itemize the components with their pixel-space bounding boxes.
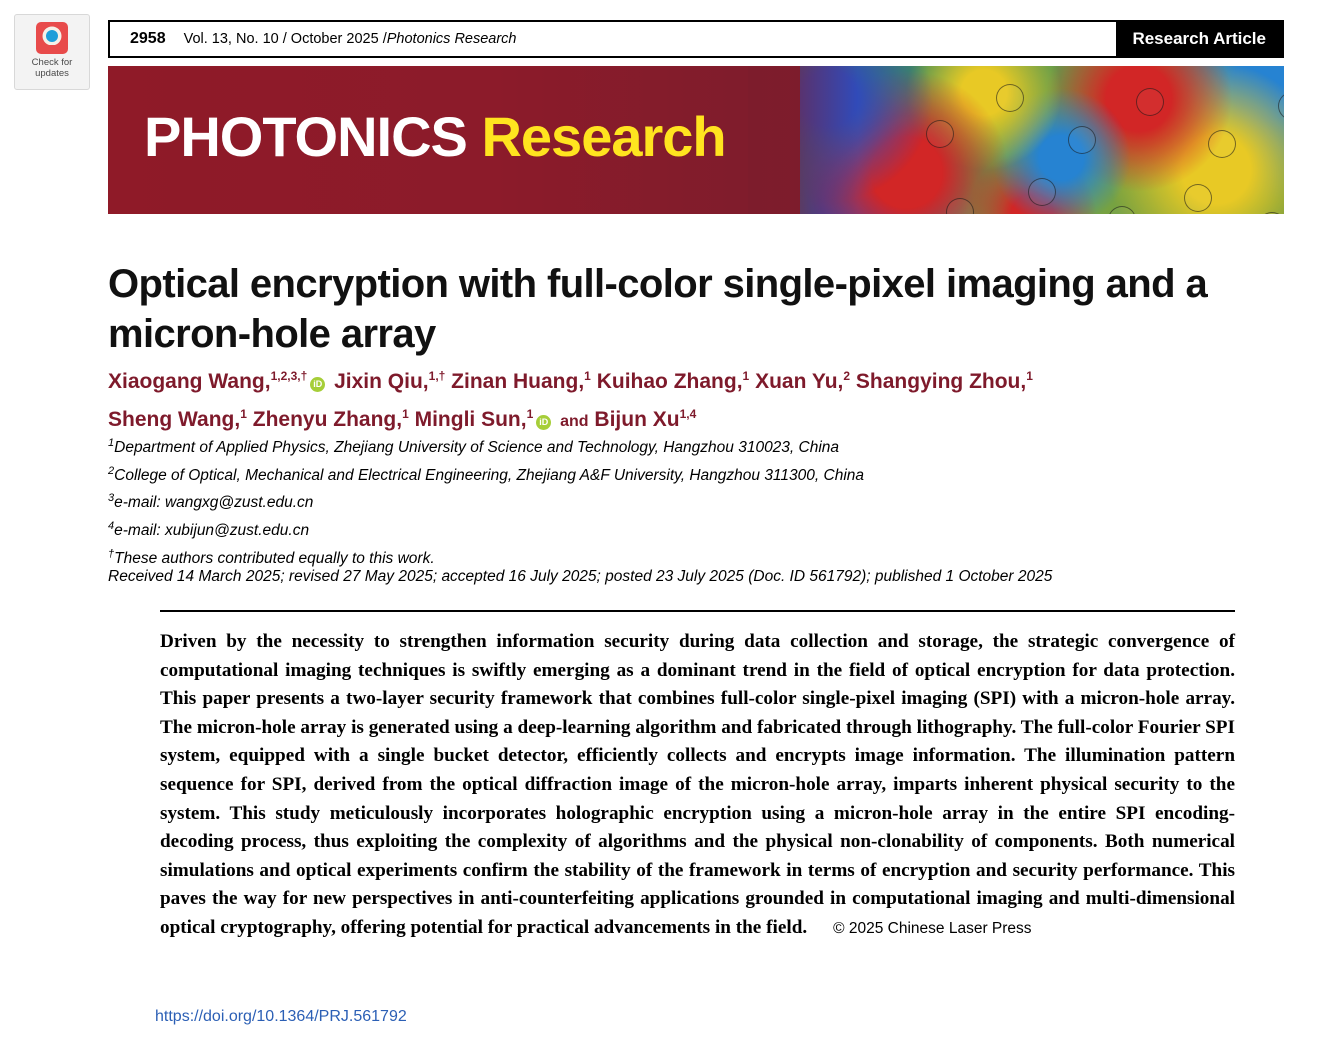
author-affil-marker: 1 xyxy=(742,369,750,383)
author-affil-marker: 1 xyxy=(240,407,247,421)
author-affil-marker: 1 xyxy=(526,407,534,421)
abstract-body: Driven by the necessity to strengthen information security during data collection and storage, the strategic convergence of computational imaging techniques is swiftly emerging as a dominant trend in the field of optical encryption for data protection. This paper presents a two-layer security framework that combines full-color single-pixel imaging (SPI) with a micron-hole array. The micron-hole array is generated using a deep-learning algorithm and fabricated through lithography. The full-color Fourier SPI system, equipped with a single bucket detector, efficiently collects and encrypts image information. The illumination pattern sequence for SPI, derived from the optical diffraction image of the micron-hole array, imparts inherent physical security to the system. This study meticulously incorporates holographic encryption using a micron-hole array in the entire SPI encoding-decoding process, thus exploiting the complexity of algorithms and the physical non-clonability of components. Both numerical simulations and optical experiments confirm the stability of the framework in terms of encryption and security performance. This paves the way for new perspectives in anti-counterfeiting applications grounded in computational imaging and multi-dimensional optical cryptography, offering potential for practical advancements in the field. xyxy=(160,631,1235,938)
author-affil-marker: 1,4 xyxy=(679,407,697,421)
check-for-updates-badge[interactable] xyxy=(14,14,90,90)
masthead-word-photonics: PHOTONICS xyxy=(144,105,467,168)
affiliation-item xyxy=(108,460,1268,488)
affiliation-marker: 4 xyxy=(108,519,115,532)
author-name: Jixin Qiu, xyxy=(334,370,429,393)
affiliation-text: College of Optical, Mechanical and Electrical Engineering, Zhejiang A&F University, Hangzhou 311300, China xyxy=(114,466,864,484)
masthead-word-research: Research xyxy=(481,105,726,168)
pattern-circle xyxy=(1184,184,1212,212)
author-affil-marker: 2 xyxy=(843,369,851,383)
affiliation-marker: 2 xyxy=(108,464,115,477)
affiliation-note: These authors contributed equally to this work. xyxy=(114,549,435,567)
badge-line2: updates xyxy=(35,68,69,79)
abstract-divider xyxy=(160,610,1235,612)
journal-masthead xyxy=(108,66,1284,214)
author-name: Sheng Wang, xyxy=(108,408,241,431)
running-head xyxy=(108,20,1284,58)
article-type-badge: Research Article xyxy=(1116,22,1282,56)
masthead-title xyxy=(144,104,726,169)
affiliation-marker: 1 xyxy=(108,437,115,449)
author-affil-marker: 1 xyxy=(584,369,591,383)
author-name: Mingli Sun, xyxy=(414,408,527,431)
pattern-circle xyxy=(996,84,1024,112)
author-list xyxy=(108,360,1268,438)
author-affil-marker: 1,2,3,† xyxy=(270,369,308,383)
orcid-icon[interactable]: iD xyxy=(536,415,551,430)
pattern-circle xyxy=(1068,126,1096,154)
author-affil-marker: 1 xyxy=(1026,369,1033,383)
pattern-circle xyxy=(926,120,954,148)
author-name: Zhenyu Zhang, xyxy=(252,408,403,431)
abstract-text xyxy=(160,628,1235,944)
doi-link[interactable]: https://doi.org/10.1364/PRJ.561792 xyxy=(155,1008,407,1025)
affiliation-item xyxy=(108,515,1268,543)
affiliation-item xyxy=(108,487,1268,515)
affiliation-item xyxy=(108,432,1268,460)
masthead-gradient-fade xyxy=(748,66,858,214)
affiliation-marker: 3 xyxy=(108,492,115,505)
check-for-updates-label xyxy=(32,57,73,79)
author-name: Xiaogang Wang, xyxy=(108,370,271,393)
author-name: Zinan Huang, xyxy=(451,370,585,393)
affiliation-item xyxy=(108,543,1268,571)
pattern-circle xyxy=(1028,178,1056,206)
author-name: Shangying Zhou, xyxy=(855,370,1027,393)
citation-journal: Photonics Research xyxy=(386,31,517,47)
badge-line1: Check for xyxy=(31,57,73,68)
journal-citation xyxy=(184,22,1117,56)
affiliation-email[interactable]: e-mail: xubijun@zust.edu.cn xyxy=(114,522,310,540)
author-name: Bijun Xu xyxy=(594,408,680,431)
author-conjunction: and xyxy=(560,413,589,430)
affiliations-block xyxy=(108,432,1268,570)
author-affil-marker: 1,† xyxy=(428,369,446,383)
pattern-circle xyxy=(1208,130,1236,158)
crossmark-icon xyxy=(35,21,69,55)
author-affil-marker: 1 xyxy=(402,407,409,421)
publication-history: Received 14 March 2025; revised 27 May 2025; accepted 16 July 2025; posted 23 July 2025 (Doc. ID 561792); published 1 October 2025 xyxy=(108,568,1053,585)
orcid-icon[interactable]: iD xyxy=(310,377,325,392)
author-name: Kuihao Zhang, xyxy=(596,370,743,393)
page-number: 2958 xyxy=(130,30,166,47)
affiliation-email[interactable]: e-mail: wangxg@zust.edu.cn xyxy=(114,494,314,512)
author-name: Xuan Yu, xyxy=(755,370,844,393)
pattern-circle xyxy=(1136,88,1164,116)
citation-prefix: Vol. 13, No. 10 / October 2025 / xyxy=(183,31,387,47)
affiliation-marker: † xyxy=(108,547,115,560)
copyright-notice: © 2025 Chinese Laser Press xyxy=(833,919,1032,937)
page-title: Optical encryption with full-color single-pixel imaging and a micron-hole array xyxy=(108,261,1208,356)
affiliation-text: Department of Applied Physics, Zhejiang University of Science and Technology, Hangzhou 310023, China xyxy=(114,439,840,457)
